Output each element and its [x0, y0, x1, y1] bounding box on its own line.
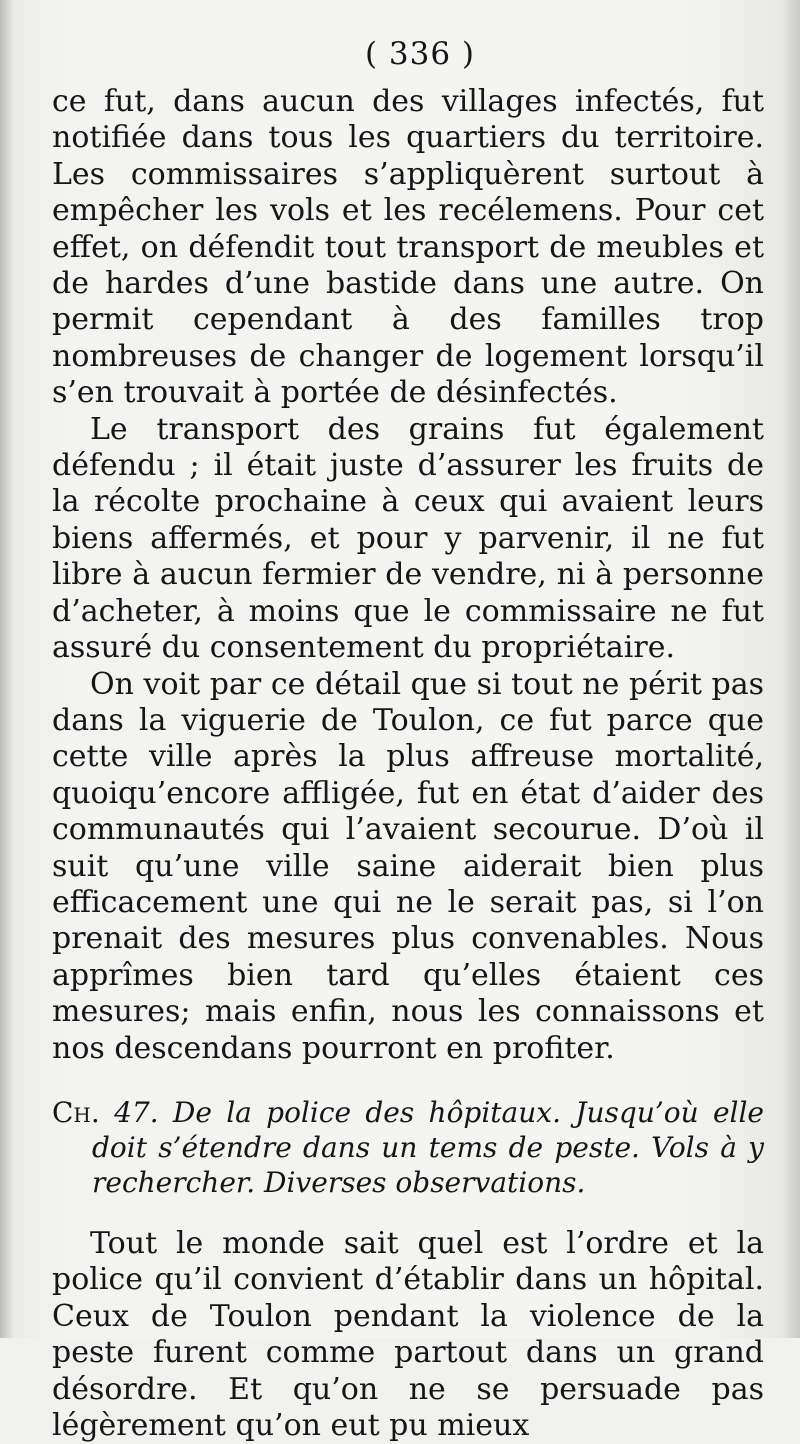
closing-paragraph: Tout le monde sait quel est l’ordre et la police qu’il convient d’établir dans un hôpital. Ceux de Toulon pendant la violence de la peste furent comme partout dans un grand désordre. Et qu’on ne se persuade pas légèrement qu’on eut pu mieux: [52, 1225, 764, 1443]
page-shadow-right: [782, 0, 800, 1338]
page-number: ( 336 ): [364, 36, 476, 72]
paragraph-2: Le transport des grains fut également défendu ; il était juste d’assurer les fruits de la récolte prochaine à ceux qui avaient leurs biens affermés, et pour y parvenir, il ne fut libre à aucun fermier de vendre, ni à personne d’acheter, à moins que le commissaire ne fut assuré du consentement du propriétaire.: [52, 411, 764, 666]
chapter-label: Ch.: [52, 1095, 100, 1129]
page-shadow-left: [0, 0, 14, 1338]
paragraph-1: ce fut, dans aucun des villages infectés, fut notifiée dans tous les quartiers du territoire. Les commissaires s’appliquèrent surtout à empêcher les vols et les recélemens. Pour cet effet, on défendit tout transport de meubles et de hardes d’une bastide dans une autre. On permit cependant à des familles trop nombreuses de changer de logement lorsqu’il s’en trouvait à portée de désinfectés.: [52, 84, 764, 411]
chapter-heading: [52, 1095, 764, 1200]
chapter-number: 47.: [114, 1095, 159, 1129]
body-text: [52, 84, 764, 1444]
chapter-title: De la police des hôpitaux. Jusqu’où elle doit s’étendre dans un tems de peste. Vols à y rechercher. Diverses observations.: [92, 1095, 764, 1199]
paragraph-3: On voit par ce détail que si tout ne périt pas dans la viguerie de Toulon, ce fut parce que cette ville après la plus affreuse mortalité, quoiqu’encore affligée, fut en état d’aider des communautés qui l’avaient secourue. D’où il suit qu’une ville saine aiderait bien plus efficacement une qui ne le serait pas, si l’on prenait des mesures plus convenables. Nous apprîmes bien tard qu’elles étaient ces mesures; mais enfin, nous les connaissons et nos descendans pourront en profiter.: [52, 666, 764, 1066]
